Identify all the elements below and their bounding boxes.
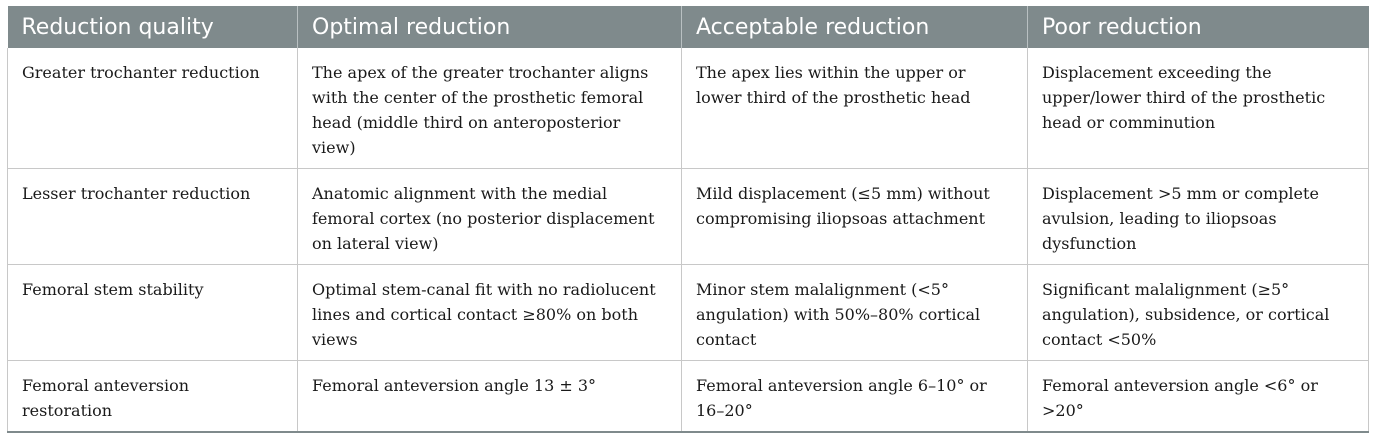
- cell-acceptable: Mild displacement (≤5 mm) without compromising iliopsoas attachment: [682, 169, 1028, 265]
- table-body: [8, 48, 1369, 432]
- cell-optimal: Femoral anteversion angle 13 ± 3°: [298, 361, 682, 433]
- cell-criterion: Lesser trochanter reduction: [8, 169, 298, 265]
- header-reduction-quality: Reduction quality: [8, 6, 298, 48]
- table-row: [8, 169, 1369, 265]
- cell-optimal: Anatomic alignment with the medial femoral cortex (no posterior displacement on lateral view): [298, 169, 682, 265]
- cell-acceptable: Minor stem malalignment (<5° angulation) with 50%–80% cortical contact: [682, 265, 1028, 361]
- cell-optimal: Optimal stem-canal fit with no radiolucent lines and cortical contact ≥80% on both views: [298, 265, 682, 361]
- header-optimal-reduction: Optimal reduction: [298, 6, 682, 48]
- cell-criterion: Femoral anteversion restoration: [8, 361, 298, 433]
- table-row: [8, 265, 1369, 361]
- header-poor-reduction: Poor reduction: [1028, 6, 1369, 48]
- table-header: [8, 6, 1369, 48]
- cell-criterion: Femoral stem stability: [8, 265, 298, 361]
- cell-criterion: Greater trochanter reduction: [8, 48, 298, 169]
- cell-poor: Displacement >5 mm or complete avulsion, leading to iliopsoas dysfunction: [1028, 169, 1369, 265]
- table-row: [8, 48, 1369, 169]
- reduction-quality-table: [7, 6, 1369, 433]
- header-acceptable-reduction: Acceptable reduction: [682, 6, 1028, 48]
- cell-poor: Significant malalignment (≥5° angulation), subsidence, or cortical contact <50%: [1028, 265, 1369, 361]
- table-row: [8, 361, 1369, 433]
- cell-acceptable: The apex lies within the upper or lower third of the prosthetic head: [682, 48, 1028, 169]
- header-row: [8, 6, 1369, 48]
- cell-poor: Displacement exceeding the upper/lower third of the prosthetic head or comminution: [1028, 48, 1369, 169]
- cell-acceptable: Femoral anteversion angle 6–10° or 16–20°: [682, 361, 1028, 433]
- reduction-quality-table-container: [7, 6, 1368, 433]
- cell-poor: Femoral anteversion angle <6° or >20°: [1028, 361, 1369, 433]
- cell-optimal: The apex of the greater trochanter aligns with the center of the prosthetic femoral head (middle third on anteroposterior view): [298, 48, 682, 169]
